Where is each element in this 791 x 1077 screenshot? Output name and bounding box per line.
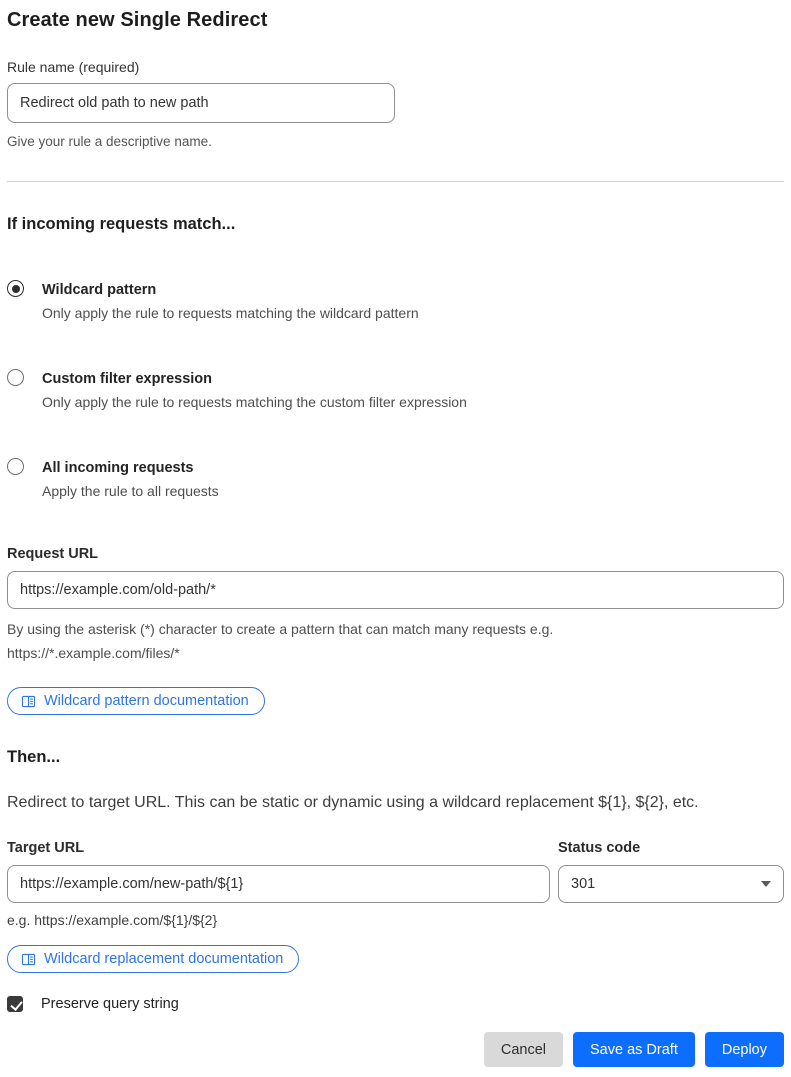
cancel-button[interactable]: Cancel xyxy=(484,1032,563,1067)
target-url-input[interactable] xyxy=(7,865,550,903)
rule-name-help: Give your rule a descriptive name. xyxy=(7,134,212,149)
target-url-help: e.g. https://example.com/${1}/${2} xyxy=(7,912,218,928)
status-code-select[interactable] xyxy=(558,865,784,903)
rule-name-input[interactable] xyxy=(7,83,395,123)
request-url-label: Request URL xyxy=(7,546,99,562)
chevron-down-icon xyxy=(761,881,771,887)
divider xyxy=(7,181,784,182)
rule-name-label: Rule name (required) xyxy=(7,59,140,75)
request-url-help-line2: https://*.example.com/files/* xyxy=(7,645,180,661)
checkbox-icon[interactable] xyxy=(7,996,23,1012)
radio-option-wildcard-pattern[interactable] xyxy=(7,279,784,325)
request-url-help xyxy=(7,617,784,665)
radio-description: Apply the rule to all requests xyxy=(42,483,219,499)
radio-icon[interactable] xyxy=(7,458,24,475)
wildcard-replacement-docs-button[interactable] xyxy=(7,945,299,973)
doc-button-label: Wildcard pattern documentation xyxy=(44,693,249,709)
then-section-heading: Then... xyxy=(7,748,61,766)
request-url-input[interactable] xyxy=(7,571,784,609)
preserve-query-string-label: Preserve query string xyxy=(41,996,179,1012)
doc-button-label: Wildcard replacement documentation xyxy=(44,951,284,967)
radio-option-custom-filter-expression[interactable] xyxy=(7,368,784,414)
status-code-value: 301 xyxy=(571,876,596,892)
radio-description: Only apply the rule to requests matching the custom filter expression xyxy=(42,394,467,410)
radio-label: All incoming requests xyxy=(42,460,194,476)
then-description: Redirect to target URL. This can be static or dynamic using a wildcard replacement ${1}, ${2}, etc. xyxy=(7,794,699,811)
save-as-draft-button[interactable]: Save as Draft xyxy=(573,1032,695,1067)
deploy-button[interactable]: Deploy xyxy=(705,1032,784,1067)
radio-label: Custom filter expression xyxy=(42,371,213,387)
match-type-radio-group xyxy=(7,279,784,503)
page-title: Create new Single Redirect xyxy=(7,9,268,31)
radio-description: Only apply the rule to requests matching the wildcard pattern xyxy=(42,305,419,321)
radio-icon[interactable] xyxy=(7,369,24,386)
radio-icon[interactable] xyxy=(7,280,24,297)
request-url-help-line1: By using the asterisk (*) character to create a pattern that can match many requests e.g. xyxy=(7,621,554,637)
preserve-query-string-checkbox-row[interactable] xyxy=(7,996,784,1012)
radio-option-all-incoming-requests[interactable] xyxy=(7,457,784,503)
footer-actions xyxy=(7,1032,784,1067)
target-url-label: Target URL xyxy=(7,840,85,856)
match-section-heading: If incoming requests match... xyxy=(7,215,236,233)
status-code-label: Status code xyxy=(558,840,641,856)
book-icon xyxy=(21,694,36,709)
wildcard-pattern-docs-button[interactable] xyxy=(7,687,265,715)
book-icon xyxy=(21,952,36,967)
radio-label: Wildcard pattern xyxy=(42,282,157,298)
